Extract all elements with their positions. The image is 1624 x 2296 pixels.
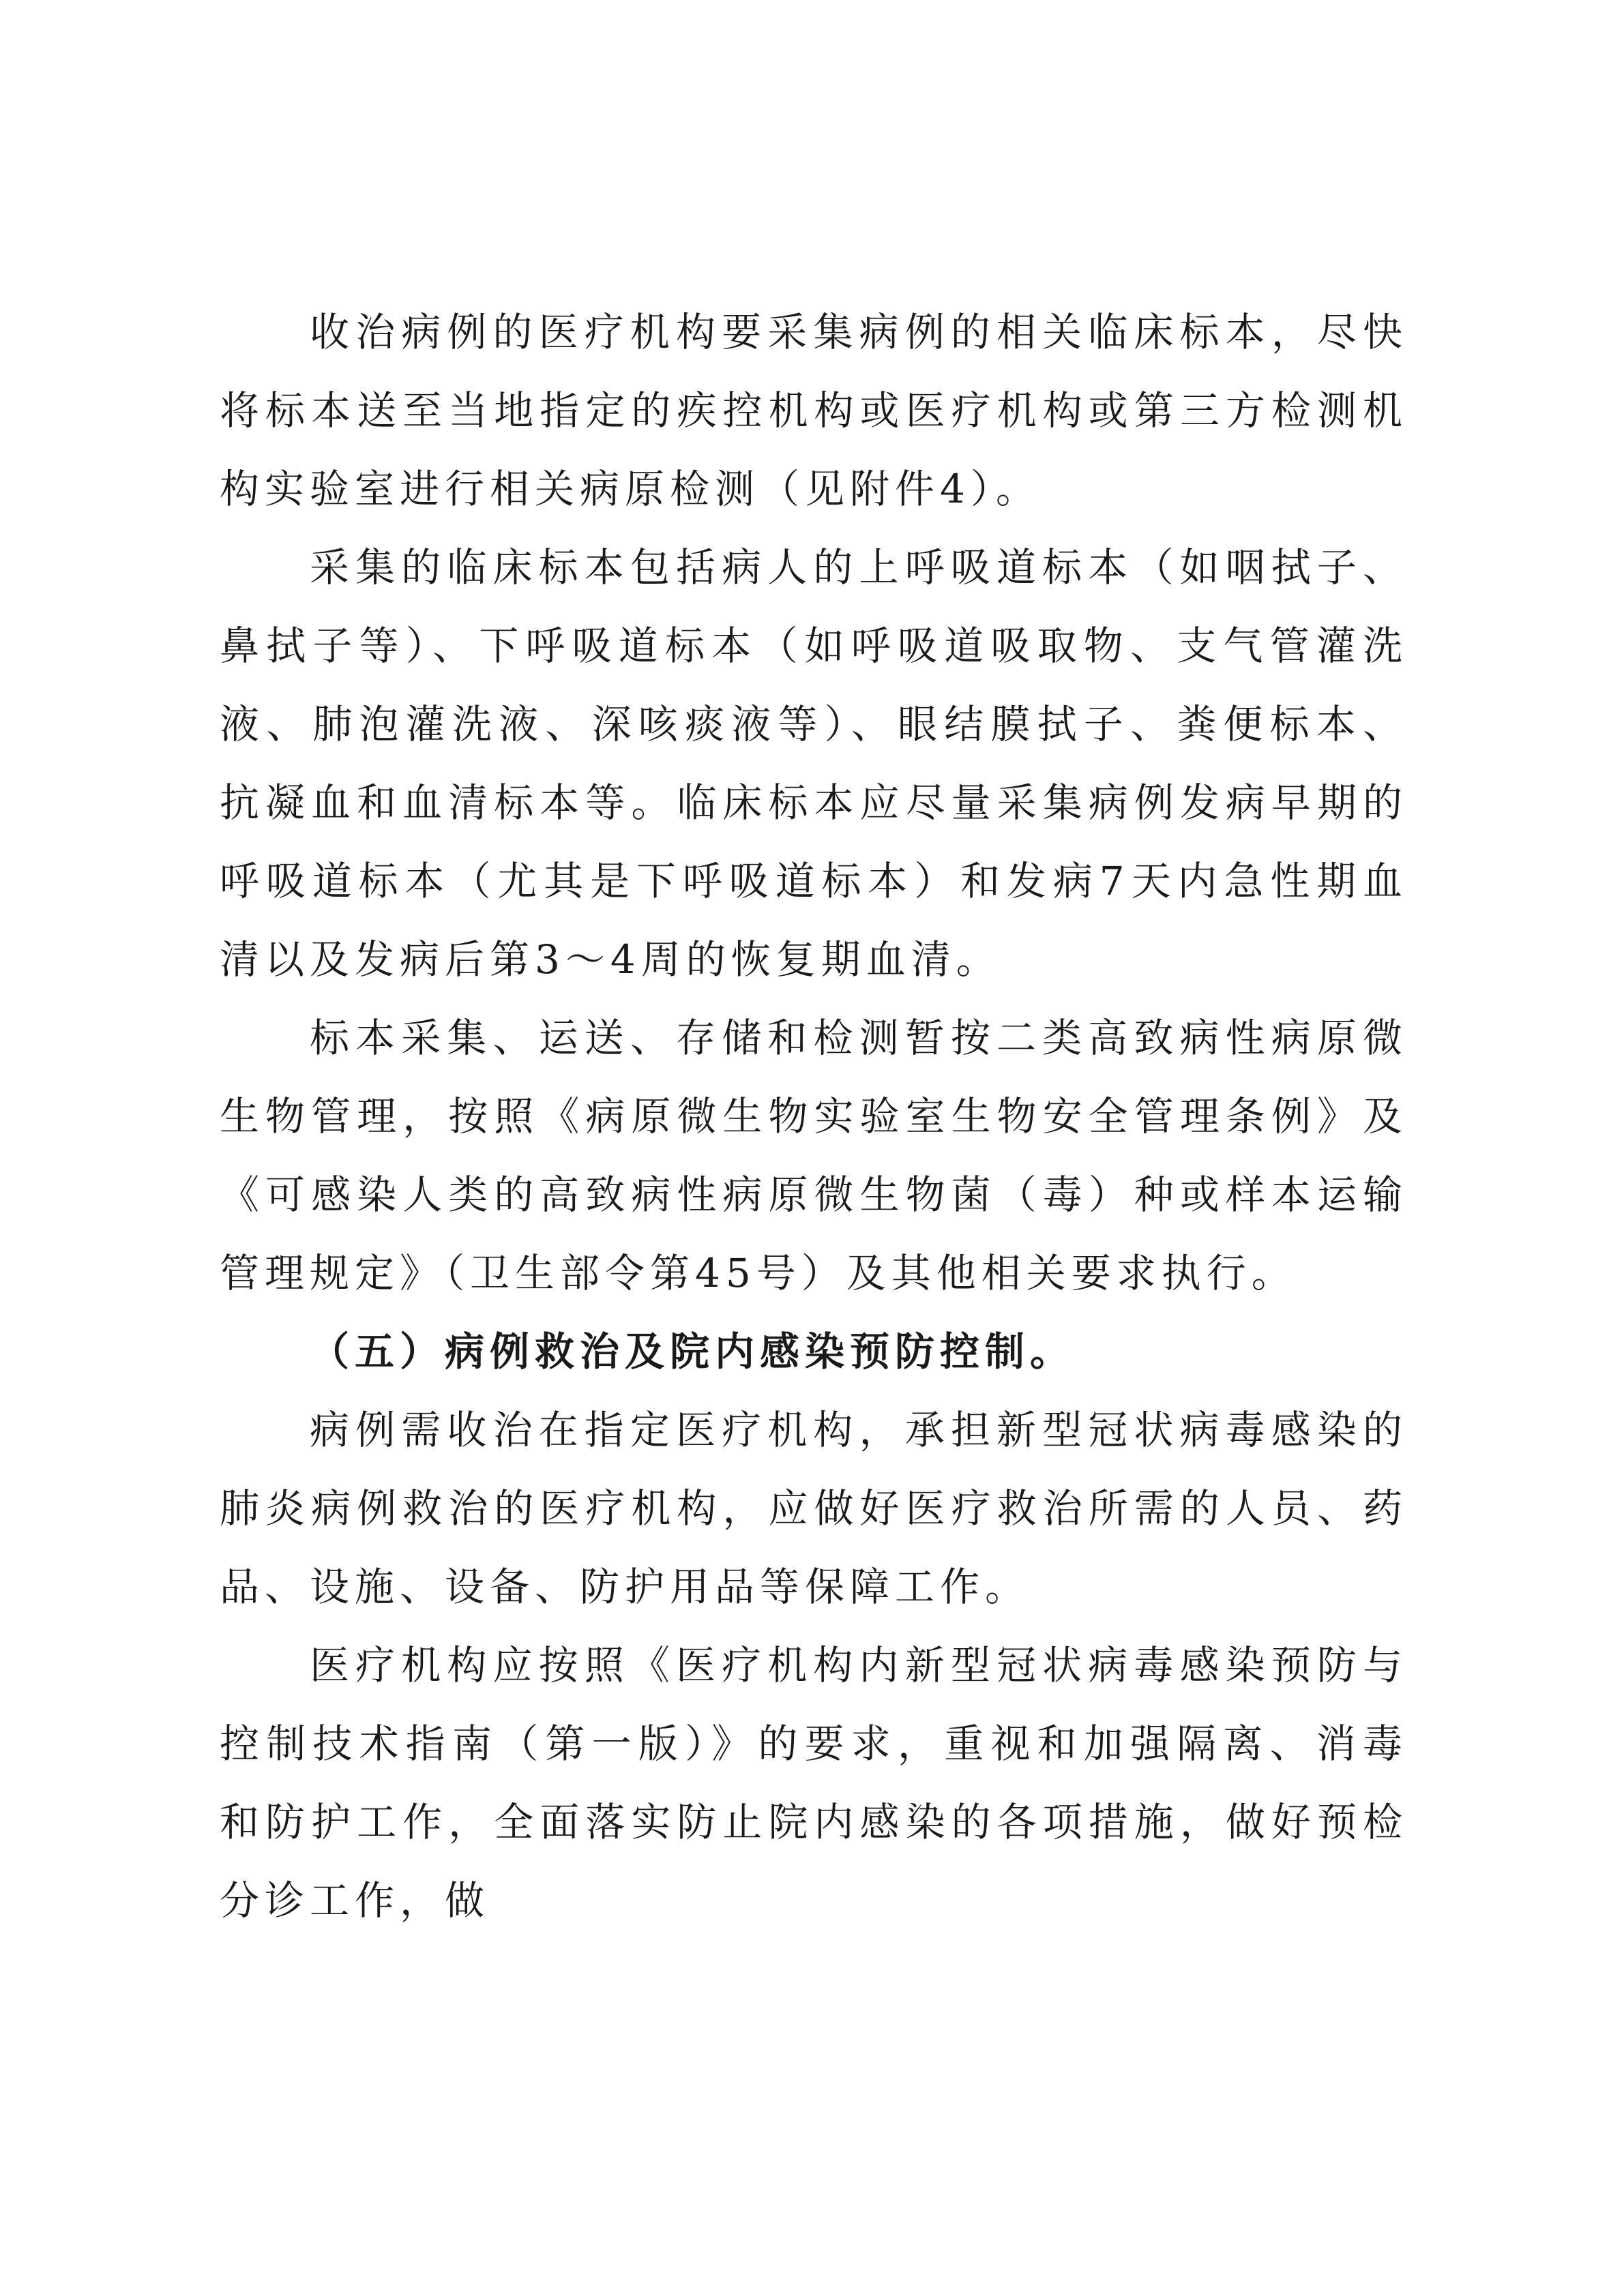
paragraph-specimen-management: 标本采集、运送、存储和检测暂按二类高致病性病原微生物管理，按照《病原微生物实验室生物安全管理条例》及《可感染人类的高致病性病原微生物菌（毒）种或样本运输管理规定》（卫生部令第45号）及其他相关要求执行。 [220,1015,1408,1296]
document-body [220,293,1408,1940]
paragraph-specimen-collection: 收治病例的医疗机构要采集病例的相关临床标本，尽快将标本送至当地指定的疾控机构或医疗机构或第三方检测机构实验室进行相关病原检测（见附件4）。 [220,309,1408,512]
paragraph-designated-treatment: 病例需收治在指定医疗机构，承担新型冠状病毒感染的肺炎病例救治的医疗机构，应做好医疗救治所需的人员、药品、设施、设备、防护用品等保障工作。 [220,1407,1408,1610]
section-heading: （五）病例救治及院内感染预防控制。 [310,1328,1076,1375]
paragraph-clinical-specimens: 采集的临床标本包括病人的上呼吸道标本（如咽拭子、鼻拭子等）、下呼吸道标本（如呼吸道吸取物、支气管灌洗液、肺泡灌洗液、深咳痰液等）、眼结膜拭子、粪便标本、抗凝血和血清标本等。临床标本应尽量采集病例发病早期的呼吸道标本（尤其是下呼吸道标本）和发病7天内急性期血清以及发病后第3～4周的恢复期血清。 [220,544,1408,983]
paragraph-infection-control: 医疗机构应按照《医疗机构内新型冠状病毒感染预防与控制技术指南（第一版）》的要求，重视和加强隔离、消毒和防护工作，全面落实防止院内感染的各项措施，做好预检分诊工作，做 [220,1642,1408,1924]
